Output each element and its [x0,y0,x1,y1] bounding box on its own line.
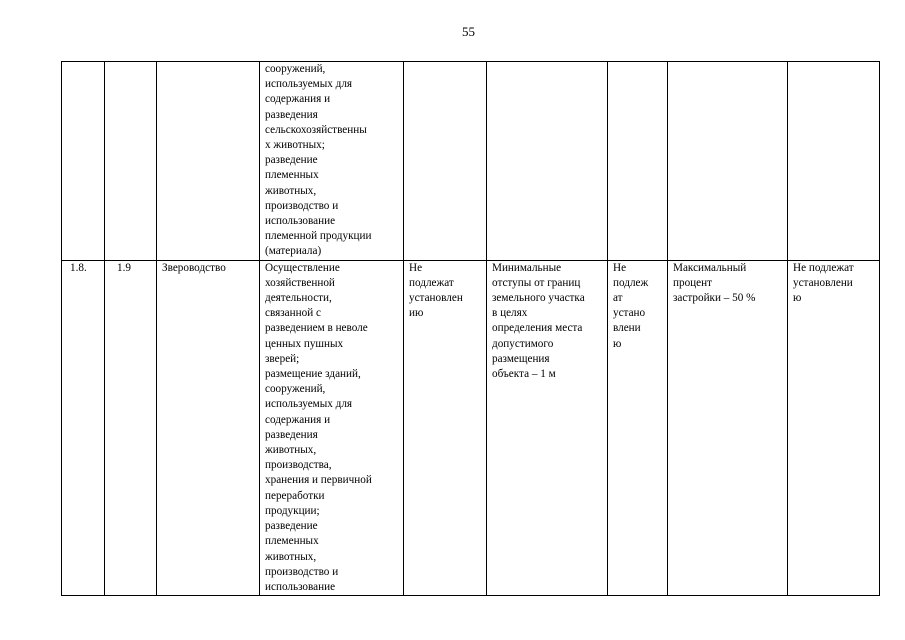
parameter-cell [404,62,487,261]
other-parameter-cell [788,62,880,261]
table-row [62,62,880,261]
height-cell [608,62,668,261]
code-cell [105,62,157,261]
description-cell: сооружений, используемых для содержания и разведения сельскохозяйственны х животных; разведение племенных животных, производство и использование племенной продукции (материала) [260,62,404,261]
height-cell: Не подлеж ат устано влени ю [608,260,668,595]
use-name-cell: Звероводство [157,260,260,595]
row-number-cell: 1.8. [62,260,105,595]
description-cell: Осуществление хозяйственной деятельности, связанной с разведением в неволе ценных пушных зверей; размещение зданий, сооружений, используемых для содержания и разведения животных, производства, хранения и первичной переработки продукции; разведение племенных животных, производство и использование [260,260,404,595]
table-row [62,260,880,595]
coverage-cell: Максимальный процент застройки – 50 % [668,260,788,595]
code-cell: 1.9 [105,260,157,595]
other-parameter-cell: Не подлежат установлени ю [788,260,880,595]
parameter-cell: Не подлежат установлен ию [404,260,487,595]
row-number-cell [62,62,105,261]
zoning-table [61,61,880,596]
use-name-cell [157,62,260,261]
page-number: 55 [462,24,475,39]
coverage-cell [668,62,788,261]
setback-cell: Минимальные отступы от границ земельного участка в целях определения места допустимого размещения объекта – 1 м [487,260,608,595]
setback-cell [487,62,608,261]
